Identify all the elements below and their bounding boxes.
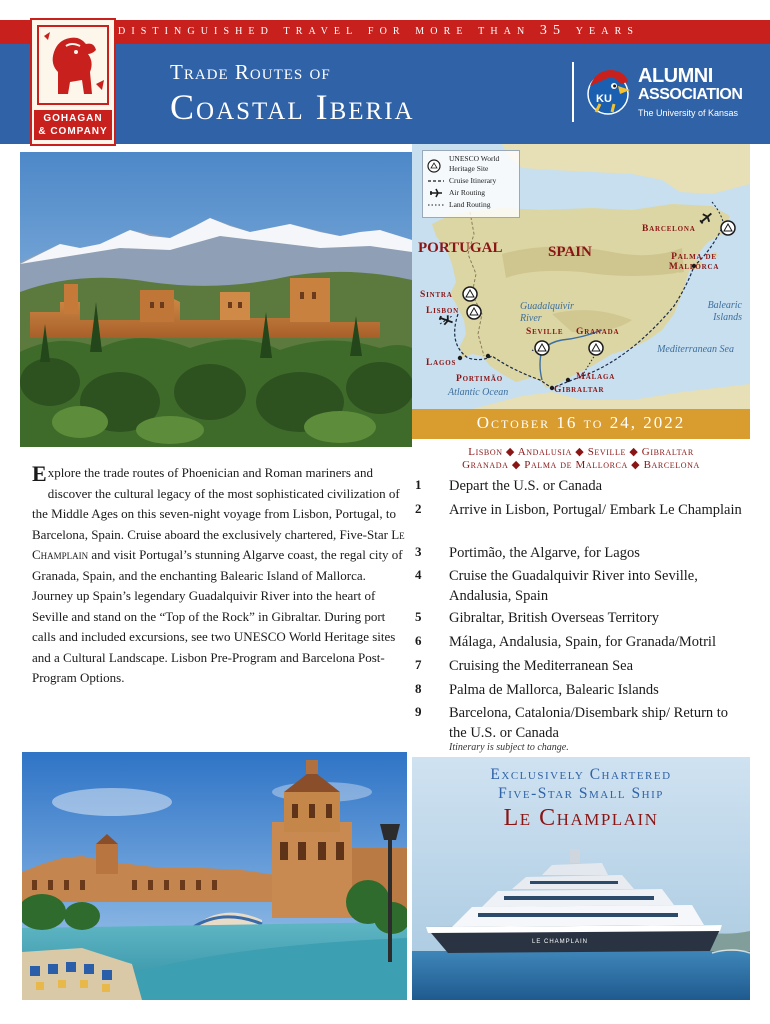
page-title: Coastal Iberia [170, 87, 415, 127]
legend-land-label: Land Routing [449, 200, 491, 209]
map-legend [422, 150, 520, 218]
intro-ship-name: Le Champlain [32, 526, 405, 562]
title-subheading: Trade Routes of [170, 60, 331, 84]
itinerary-day: 6 [415, 633, 422, 648]
unesco-marker-seville [535, 341, 549, 355]
unesco-icon [427, 159, 445, 169]
label-mediterranean: Mediterranean Sea [657, 344, 734, 355]
route-map [412, 144, 750, 409]
legend-unesco [427, 154, 515, 174]
label-barcelona: Barcelona [642, 224, 696, 234]
itinerary-item [415, 681, 749, 701]
tagline: distinguished travel for more than 35 years [118, 23, 640, 38]
label-granada: Granada [576, 327, 620, 337]
legend-air-label: Air Routing [449, 188, 486, 197]
hull-name: LE CHAMPLAIN [532, 939, 589, 945]
label-gibraltar: Gibraltar [554, 385, 605, 395]
label-palma: Palma de Mallorca [668, 252, 720, 272]
itinerary-text: Barcelona, Catalonia/Disembark ship/ Return to the U.S. or Canada [449, 705, 729, 741]
itinerary-item [415, 704, 749, 743]
label-malaga: Málaga [576, 372, 616, 382]
label-seville: Seville [526, 327, 564, 337]
university-name: The University of Kansas [638, 108, 739, 118]
itinerary-day: 5 [415, 609, 422, 624]
itinerary-item [415, 477, 749, 497]
itinerary-item [415, 633, 749, 653]
legend-cruise [427, 176, 515, 186]
itinerary-text: Portimão, the Algarve, for Lagos [449, 545, 640, 561]
label-lisbon: Lisbon [426, 306, 459, 316]
itinerary-day: 9 [415, 704, 422, 719]
itinerary-item [415, 657, 749, 677]
logo-line-2: & COMPANY [38, 126, 108, 137]
itinerary-text: Depart the U.S. or Canada [449, 478, 603, 494]
itinerary-day: 7 [415, 657, 422, 672]
label-spain: SPAIN [548, 244, 592, 260]
itinerary-item [415, 544, 749, 564]
jayhawk-logo-icon [582, 64, 632, 118]
itinerary-item [415, 567, 749, 606]
unesco-marker-barcelona [721, 221, 735, 235]
label-portugal: PORTUGAL [418, 240, 503, 256]
gohagan-logo [30, 18, 116, 146]
legend-cruise-label: Cruise Itinerary [449, 176, 497, 185]
intro-paragraph [32, 463, 407, 689]
itinerary-text: Palma de Mallorca, Balearic Islands [449, 682, 659, 698]
itinerary-day: 2 [415, 501, 422, 516]
route-summary-line-2: Granada ◆ Palma de Mallorca ◆ Barcelona [462, 459, 700, 471]
plaza-de-espana-photo [22, 752, 407, 1000]
itinerary-text: Cruise the Guadalquivir River into Seville, Andalusia, Spain [449, 568, 698, 604]
legend-land [427, 200, 515, 210]
drop-cap: E [32, 461, 47, 486]
itinerary-day: 4 [415, 567, 422, 582]
plane-icon [427, 188, 445, 198]
header-divider [572, 62, 574, 122]
legend-air [427, 188, 515, 198]
ku-letters: KU [596, 93, 612, 105]
label-atlantic: Atlantic Ocean [448, 387, 509, 398]
unesco-marker-sintra [463, 287, 477, 301]
itinerary-day: 8 [415, 681, 422, 696]
label-portimao: Portimão [456, 374, 503, 384]
itinerary-item [415, 501, 749, 521]
unesco-marker-lisbon [467, 305, 481, 319]
label-sintra: Sintra [420, 290, 453, 300]
cruise-line-icon [427, 176, 445, 186]
itinerary-text: Gibraltar, British Overseas Territory [449, 610, 659, 626]
itinerary-day: 3 [415, 544, 422, 559]
intro-text-1: xplore the trade routes of Phoenician and Roman mariners and discover the cultural legacy of the most sophisticated civilization of the Middle Ages on this seven-night voyage from Lisbon, Portugal, to Barcelona, Spain. Cruise aboard the exclusively chartered, Five-Star [32, 465, 400, 542]
lion-crest-icon [36, 24, 110, 106]
trip-dates: October 16 to 24, 2022 [476, 413, 686, 432]
logo-wordmark [34, 110, 112, 140]
itinerary-note: Itinerary is subject to change. [449, 742, 569, 753]
land-line-icon [427, 200, 445, 210]
itinerary-item [415, 609, 749, 629]
label-guadalquivir: Guadalquivir River [520, 301, 574, 324]
alumni-association-line2: ASSOCIATION [638, 86, 743, 103]
itinerary-day: 1 [415, 477, 422, 492]
unesco-marker-granada [589, 341, 603, 355]
ship-name: Le Champlain [503, 805, 659, 831]
logo-line-1: GOHAGAN [43, 113, 103, 124]
ship-panel [412, 757, 750, 1000]
itinerary-text: Málaga, Andalusia, Spain, for Granada/Motril [449, 634, 716, 650]
itinerary-text: Arrive in Lisbon, Portugal/ Embark Le Champlain [449, 502, 742, 518]
label-lagos: Lagos [426, 358, 457, 368]
alhambra-photo [20, 152, 412, 447]
alumni-association-line1: ALUMNI [638, 65, 713, 87]
itinerary-text: Cruising the Mediterranean Sea [449, 658, 634, 674]
date-banner [412, 409, 750, 439]
legend-unesco-label: UNESCO World Heritage Site [449, 154, 500, 173]
ship-heading-1: Exclusively Chartered [490, 766, 672, 783]
ship-heading-2: Five-Star Small Ship [498, 785, 664, 802]
route-summary-line-1: Lisbon ◆ Andalusia ◆ Seville ◆ Gibraltar [468, 446, 694, 458]
label-balearic: Balearic Islands [707, 300, 742, 323]
intro-text-2: and visit Portugal’s stunning Algarve coast, the regal city of Granada, Spain, and the enchanting Balearic Island of Mallorca. Journey up Spain’s legendary Guadalquivir River into the heart of Seville and stand on the “Top of the Rock” in Gibraltar. During port calls and included excursions, see two UNESCO World Heritage sites and a Cultural Landscape. Lisbon Pre-Program and Barcelona Post-Program Options. [32, 547, 403, 685]
